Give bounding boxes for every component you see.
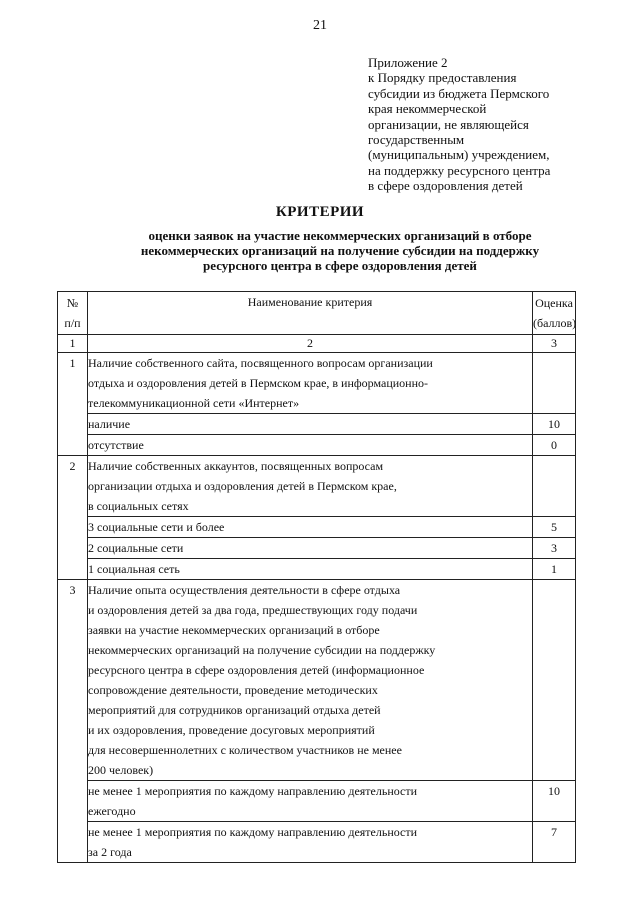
option-row bbox=[58, 781, 576, 822]
subtitle-line: оценки заявок на участие некоммерческих организаций в отборе bbox=[148, 228, 532, 243]
appendix-line: государственным bbox=[368, 132, 465, 148]
appendix-line: на поддержку ресурсного центра bbox=[368, 162, 551, 178]
option-text-line: 3 социальные сети и более bbox=[88, 520, 225, 534]
option-text-line: не менее 1 мероприятия по каждому направлению деятельности bbox=[88, 784, 418, 798]
criterion-row bbox=[58, 353, 576, 414]
option-score: 5 bbox=[533, 517, 576, 538]
option-row bbox=[58, 435, 576, 456]
appendix-line: (муниципальным) учреждением, bbox=[368, 147, 550, 163]
criterion-name bbox=[88, 353, 533, 414]
option-label bbox=[88, 517, 533, 538]
appendix-line: края некоммерческой bbox=[368, 101, 487, 117]
criterion-text-line: в социальных сетях bbox=[88, 499, 189, 513]
option-text-line: за 2 года bbox=[88, 845, 132, 859]
column-index-row bbox=[58, 335, 576, 353]
criterion-text-line: некоммерческих организаций на получение субсидии на поддержку bbox=[88, 643, 436, 657]
criterion-text-line: 200 человек) bbox=[88, 763, 154, 777]
appendix-line: субсидии из бюджета Пермского bbox=[368, 85, 550, 101]
option-text-line: отсутствие bbox=[88, 438, 144, 452]
option-score: 10 bbox=[533, 781, 576, 822]
criteria-table bbox=[57, 291, 576, 863]
header-num-cell bbox=[58, 292, 88, 335]
criterion-number: 1 bbox=[58, 353, 88, 456]
option-score: 0 bbox=[533, 435, 576, 456]
index-cell: 3 bbox=[533, 335, 576, 353]
option-row bbox=[58, 414, 576, 435]
criterion-number: 2 bbox=[58, 456, 88, 580]
criterion-text-line: и их оздоровления, проведение досуговых мероприятий bbox=[88, 723, 375, 737]
criterion-row bbox=[58, 580, 576, 781]
appendix-line: к Порядку предоставления bbox=[368, 70, 517, 86]
header-num-line: п/п bbox=[64, 316, 81, 330]
criterion-name bbox=[88, 580, 533, 781]
document-title: КРИТЕРИИ bbox=[275, 204, 365, 220]
criterion-score-empty bbox=[533, 580, 576, 781]
option-label bbox=[88, 559, 533, 580]
criterion-text-line: отдыха и оздоровления детей в Пермском крае, в информационно- bbox=[88, 376, 429, 390]
table-header-row bbox=[58, 292, 576, 335]
criterion-text-line: мероприятий для сотрудников организаций отдыха детей bbox=[88, 703, 381, 717]
criterion-score-empty bbox=[533, 353, 576, 414]
option-text-line: 1 социальная сеть bbox=[88, 562, 180, 576]
page-number: 21 bbox=[313, 18, 327, 33]
option-label bbox=[88, 435, 533, 456]
option-row bbox=[58, 538, 576, 559]
index-cell: 2 bbox=[88, 335, 533, 353]
criterion-name bbox=[88, 456, 533, 517]
appendix-line: в сфере оздоровления детей bbox=[368, 178, 523, 194]
subtitle-line: ресурсного центра в сфере оздоровления детей bbox=[203, 258, 477, 273]
header-score-line: (баллов) bbox=[533, 316, 577, 330]
option-row bbox=[58, 517, 576, 538]
option-row bbox=[58, 559, 576, 580]
option-label bbox=[88, 538, 533, 559]
criterion-text-line: ресурсного центра в сфере оздоровления детей (информационное bbox=[88, 663, 425, 677]
option-text-line: не менее 1 мероприятия по каждому направлению деятельности bbox=[88, 825, 418, 839]
criterion-text-line: Наличие собственных аккаунтов, посвященных вопросам bbox=[88, 459, 384, 473]
criterion-text-line: заявки на участие некоммерческих организаций в отборе bbox=[88, 623, 380, 637]
header-name-cell: Наименование критерия bbox=[88, 292, 533, 335]
criterion-text-line: для несовершеннолетних с количеством участников не менее bbox=[88, 743, 402, 757]
option-row bbox=[58, 822, 576, 863]
option-text-line: наличие bbox=[88, 417, 131, 431]
criterion-text-line: сопровождение деятельности, проведение методических bbox=[88, 683, 378, 697]
appendix-line: организации, не являющейся bbox=[368, 116, 529, 132]
option-text-line: 2 социальные сети bbox=[88, 541, 184, 555]
criterion-number: 3 bbox=[58, 580, 88, 863]
criterion-text-line: организации отдыха и оздоровления детей в Пермском крае, bbox=[88, 479, 397, 493]
option-score: 3 bbox=[533, 538, 576, 559]
criterion-text-line: Наличие опыта осуществления деятельности в сфере отдыха bbox=[88, 583, 401, 597]
subtitle-line: некоммерческих организаций на получение субсидии на поддержку bbox=[140, 243, 540, 258]
criterion-text-line: и оздоровления детей за два года, предшествующих году подачи bbox=[88, 603, 418, 617]
criterion-score-empty bbox=[533, 456, 576, 517]
option-text-line: ежегодно bbox=[88, 804, 136, 818]
option-score: 10 bbox=[533, 414, 576, 435]
appendix-line: Приложение 2 bbox=[368, 55, 448, 70]
criterion-text-line: Наличие собственного сайта, посвященного вопросам организации bbox=[88, 356, 433, 370]
index-cell: 1 bbox=[58, 335, 88, 353]
option-label bbox=[88, 414, 533, 435]
option-score: 1 bbox=[533, 559, 576, 580]
header-score-line: Оценка bbox=[535, 296, 573, 310]
criterion-text-line: телекоммуникационной сети «Интернет» bbox=[88, 396, 300, 410]
appendix-note bbox=[368, 55, 628, 194]
option-score: 7 bbox=[533, 822, 576, 863]
header-score-cell bbox=[533, 292, 576, 335]
header-num-line: № bbox=[66, 296, 79, 310]
document-subtitle bbox=[100, 228, 580, 273]
option-label bbox=[88, 781, 533, 822]
option-label bbox=[88, 822, 533, 863]
criterion-row bbox=[58, 456, 576, 517]
